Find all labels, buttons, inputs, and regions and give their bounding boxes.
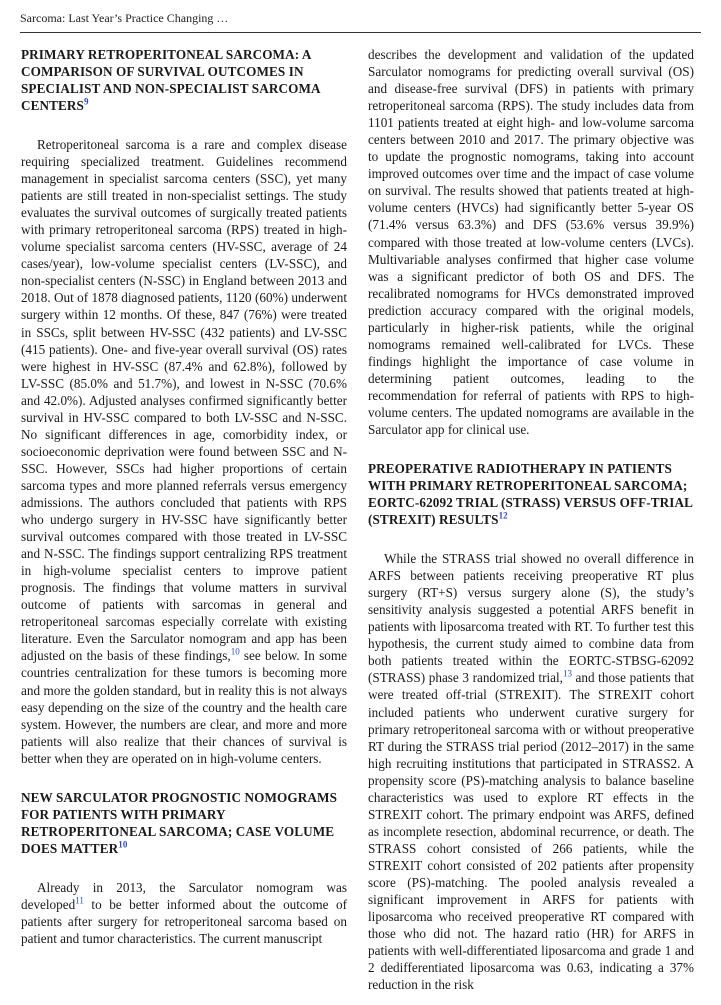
- body-paragraph: [21, 136, 347, 767]
- reference-link[interactable]: 11: [75, 895, 84, 906]
- body-paragraph: [21, 879, 347, 947]
- paragraph-text: While the STRASS trial showed no overall difference in ARFS between patients receiving preoperative RT plus surgery (RT+S) versus surgery alone (S), the study’s sensitivity analysis suggested a potential ARFS benefit in patients with liposarcoma treated with RT. To further test this hypothesis, the current study aimed to combine data from both patients treated within the EORTC-STBSG-62092 (STRASS) phase 3 randomized trial,: [368, 551, 694, 686]
- body-paragraph: [368, 550, 694, 993]
- left-column: [21, 46, 347, 947]
- paragraph-text: Retroperitoneal sarcoma is a rare and complex disease requiring specialized treatment. Guidelines recommend management in specialist sarcoma centers (SSC), yet many patients are still treated in non-specialist settings. The study evaluates the survival outcomes of surgically treated patients with primary retroperitoneal sarcoma (RPS) treated in high-volume specialist sarcoma centers (HV-SSC, average of 24 cases/year), low-volume specialist centers (LV-SSC), and non-specialist centers (N-SSC) in England between 2013 and 2018. Out of 1878 diagnosed patients, 1120 (60%) underwent surgery within 12 months. Of these, 847 (76%) were treated in SSCs, split between HV-SSC (432 patients) and LV-SSC (415 patients). One- and five-year overall survival (OS) rates were highest in HV-SSC (87.4% and 62.8%), followed by LV-SSC (85.0% and 51.7%), and lowest in N-SSC (70.6% and 42.0%). Adjusted analyses confirmed significantly better survival in HV-SSC compared to both LV-SSC and N-SSC. No significant differences in age, comorbidity index, or socioeconomic deprivation were found between SSC and N-SSC. However, SSCs had higher proportions of certain sarcoma types and more planned referrals versus emergency admissions. The authors concluded that patients with RPS who undergo surgery in HV-SSC have significantly better survival outcomes compared with those treated in LV-SSC and N-SSC. The findings support centralizing RPS treatment in high-volume specialist centers to improve patient prognosis. The findings that volume matters in survival outcome of patients with sarcomas in general and retroperitoneal sarcomas especially correlate with existing literature. Even the Sarculator nomogram and app has been adjusted on the basis of these findings,: [21, 137, 347, 664]
- heading-text: PRIMARY RETROPERITONEAL SARCOMA: A COMPARISON OF SURVIVAL OUTCOMES IN SPECIALIST AND NON-SPECIALIST SARCOMA CENTERS: [21, 47, 320, 113]
- header-rule: [20, 32, 701, 33]
- right-column: [368, 46, 694, 993]
- paragraph-text: see below. In some countries centralization for these tumors is becoming more and more the golden standard, but in reality this is not always easy depending on the size of the country and the health care system. However, the numbers are clear, and more and more patients will also realize that their chances of survival is better when they are operated on in high-volume centers.: [21, 648, 347, 766]
- reference-link[interactable]: 10: [230, 647, 240, 658]
- reference-link[interactable]: 10: [118, 839, 128, 850]
- reference-link[interactable]: 9: [84, 96, 89, 107]
- running-head: Sarcoma: Last Year’s Practice Changing …: [20, 11, 229, 25]
- section-heading: [21, 789, 347, 857]
- paragraph-text: and those patients that were treated off-trial (STREXIT). The STREXIT cohort included patients who underwent curative surgery for primary retroperitoneal sarcoma with or without preoperative RT during the STRASS trial period (2012–2017) in the same high recruiting institutions that participated in STRASS2. A propensity score (PS)-matching analysis to balance baseline characteristics was used to explore RT effects in the STREXIT cohort. The primary endpoint was ARFS, defined as incomplete resection, abdominal recurrence, or death. The STRASS cohort consisted of 266 patients, while the STREXIT cohort consisted of 202 patients after propensity score (PS)-matching. The pooled analysis revealed a significant improvement in ARFS for patients with liposarcoma who received preoperative RT compared with those who did not. The hazard ratio (HR) for ARFS in patients with well-differentiated liposarcoma and grade 1 and 2 dedifferentiated liposarcoma was 0.63, indicating a 37% reduction in the risk: [368, 670, 695, 993]
- section-heading: [21, 46, 347, 114]
- paragraph-text: to be better informed about the outcome of patients after surgery for retroperitoneal sarcoma based on patient and tumor characteristics. The current manuscript: [21, 896, 347, 946]
- reference-link[interactable]: 13: [562, 669, 572, 680]
- paragraph-text: Already in 2013, the Sarculator nomogram was developed: [21, 879, 347, 912]
- reference-link[interactable]: 12: [498, 510, 508, 521]
- section-heading: [368, 460, 694, 528]
- heading-text: PREOPERATIVE RADIOTHERAPY IN PATIENTS WITH PRIMARY RETROPERITONEAL SARCOMA; EORTC-62092 TRIAL (STRASS) VERSUS OFF-TRIAL (STREXIT) RESULTS: [368, 461, 693, 528]
- body-paragraph: describes the development and validation of the updated Sarculator nomograms for predicting overall survival (OS) and disease-free survival (DFS) in patients with primary retroperitoneal sarcoma (RPS). The study includes data from 1101 patients treated at eight high- and low-volume sarcoma centers between 2010 and 2017. The primary objective was to update the prognostic nomograms, taking into account improved outcomes over time and the impact of case volume on survival. The results showed that patients treated at high-volume centers (HVCs) had significantly better 5-year OS (71.4% versus 63.3%) and DFS (53.6% versus 39.9%) compared with those treated at low-volume centers (LVCs). Multivariable analyses confirmed that higher case volume was a significant predictor of both OS and DFS. The recalibrated nomograms for HVCs demonstrated improved prediction accuracy compared with the original models, particularly in higher-risk patients, while the original nomograms remained well-calibrated for LVCs. These findings highlight the importance of case volume in determining patient outcomes, leading to the recommendation for referral of patients with RPS to high-volume centers. The updated nomograms are available in the Sarculator app for clinical use.: [368, 47, 694, 438]
- heading-text: NEW SARCULATOR PROGNOSTIC NOMOGRAMS FOR PATIENTS WITH PRIMARY RETROPERITONEAL SARCOMA; CASE VOLUME DOES MATTER: [21, 789, 337, 856]
